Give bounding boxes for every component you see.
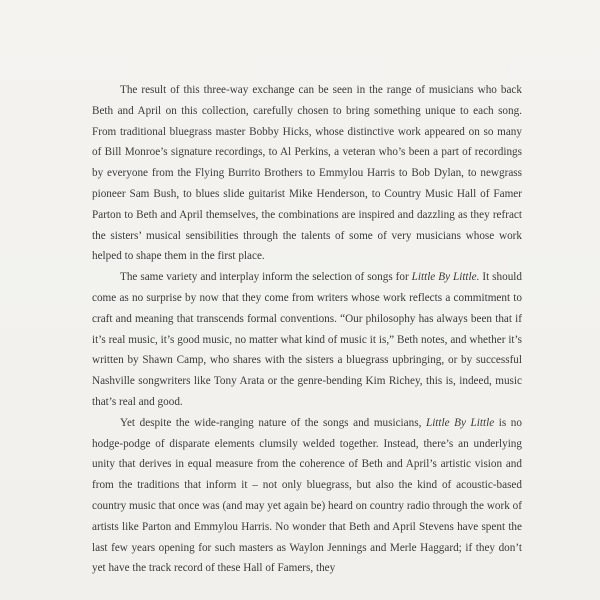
paragraph-3	[92, 413, 522, 579]
album-title: Little By Little.	[411, 271, 480, 284]
paragraph-1	[92, 80, 522, 267]
paragraph-text: The same variety and interplay inform the selection of songs for	[120, 271, 412, 284]
paragraph-text: is no hodge-podge of disparate elements clumsily welded together. Instead, there’s an underlying unity that derives in equal measure from the coherence of Beth and April’s artistic vision and from the traditions that inform it – not only bluegrass, but also the kind of acoustic-based country music that once was (and may yet again be) heard on country radio through the work of artists like Parton and Emmylou Harris. No wonder that Beth and April Stevens have spent the last few years opening for such masters as Waylon Jennings and Merle Haggard; if they don’t yet have the track record of these Hall of Famers, they	[92, 416, 522, 575]
paragraph-2	[92, 267, 522, 413]
body-text	[92, 80, 522, 579]
album-title: Little By Little	[425, 416, 495, 429]
paragraph-text: The result of this three-way exchange can be seen in the range of musicians who back Beth and April on this collection, carefully chosen to bring something unique to each song. From traditional bluegrass master Bobby Hicks, whose distinctive work appeared on so many of Bill Monroe’s signature recordings, to Al Perkins, a veteran who’s been a part of recordings by everyone from the Flying Burrito Brothers to Emmylou Harris to Bob Dylan, to newgrass pioneer Sam Bush, to blues slide guitarist Mike Henderson, to Country Music Hall of Famer Parton to Beth and April themselves, the combinations are inspired and dazzling as they refract the sisters’ musical sensibilities through the talents of some of very musicians whose work helped to shape them in the first place.	[92, 84, 522, 263]
paragraph-text: It should come as no surprise by now that they come from writers whose work reflects a commitment to craft and meaning that transcends formal conventions. “Our philosophy has always been that if it’s real music, it’s good music, no matter what kind of music it is,” Beth notes, and whether it’s written by Shawn Camp, who shares with the sisters a bluegrass upbringing, or by successful Nashville songwriters like Tony Arata or the genre-bending Kim Richey, this is, indeed, music that’s real and good.	[92, 271, 523, 408]
paragraph-text: Yet despite the wide-ranging nature of the songs and musicians,	[120, 416, 426, 429]
